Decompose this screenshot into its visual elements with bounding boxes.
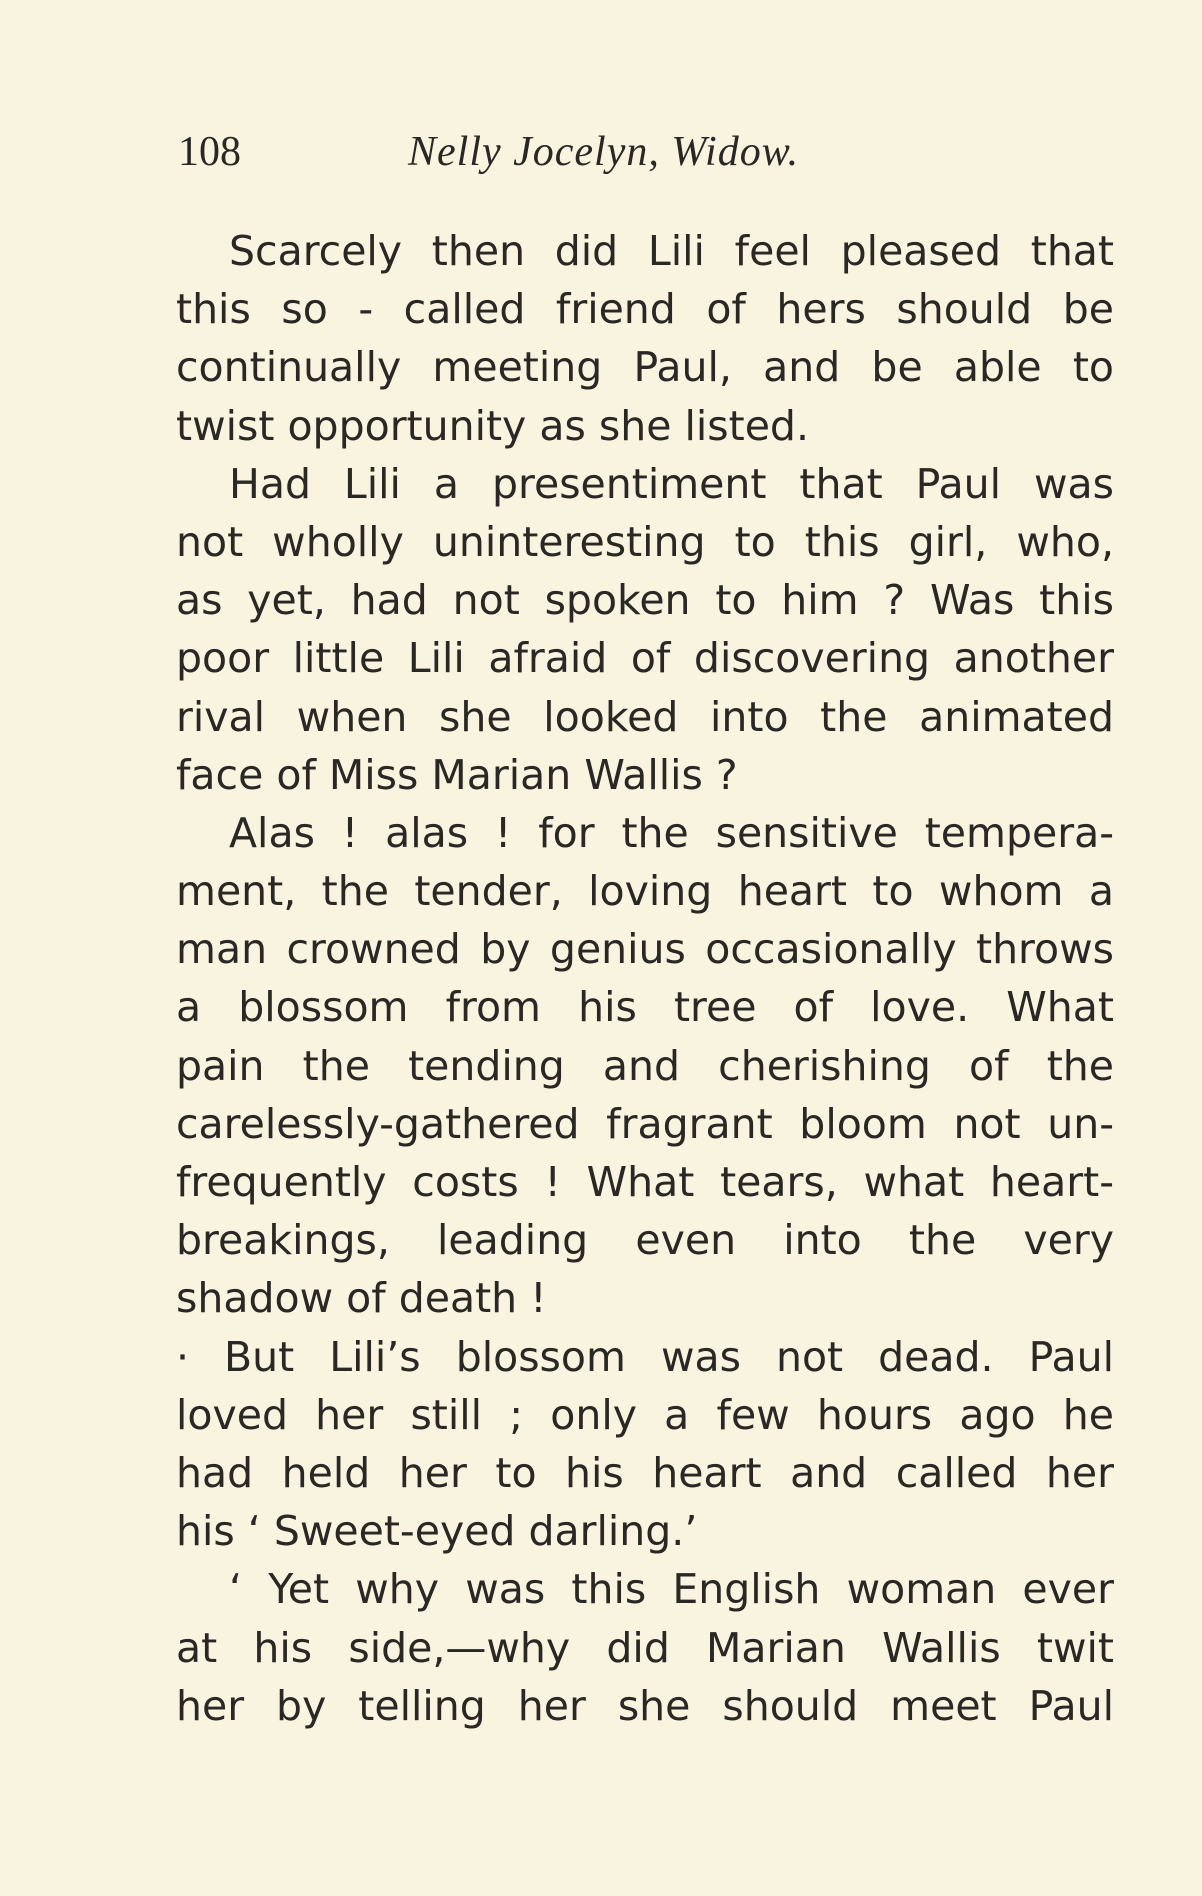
text-line: Scarcely then did Lili feel pleased that bbox=[229, 227, 1114, 275]
text-line: · But Lili’s blossom was not dead. Paul bbox=[176, 1332, 1114, 1381]
body-text bbox=[176, 222, 1114, 1735]
text-line: pain the tending and cherishing of the bbox=[176, 1041, 1114, 1090]
text-line: had held her to his heart and called her bbox=[176, 1448, 1114, 1497]
text-line: poor little Lili afraid of discovering another bbox=[176, 634, 1114, 683]
text-line: not wholly uninteresting to this girl, who, bbox=[176, 517, 1114, 566]
text-line: shadow of death ! bbox=[176, 1274, 547, 1323]
text-line: as yet, had not spoken to him ? Was this bbox=[176, 576, 1114, 625]
page-number: 108 bbox=[178, 129, 241, 175]
text-line: frequently costs ! What tears, what heart- bbox=[176, 1158, 1114, 1206]
text-line: Had Lili a presentiment that Paul was bbox=[229, 459, 1114, 508]
text-line: Alas ! alas ! for the sensitive tempera- bbox=[229, 808, 1114, 857]
text-line: her by telling her she should meet Paul bbox=[176, 1681, 1114, 1730]
text-line: breakings, leading even into the very bbox=[176, 1216, 1114, 1265]
text-line: rival when she looked into the animated bbox=[176, 692, 1114, 741]
text-line: loved her still ; only a few hours ago he bbox=[176, 1390, 1114, 1439]
text-line: this so - called friend of hers should be bbox=[176, 285, 1114, 334]
text-line: face of Miss Marian Wallis ? bbox=[176, 750, 738, 799]
running-head bbox=[178, 122, 918, 182]
text-line: carelessly-gathered fragrant bloom not un- bbox=[176, 1099, 1114, 1148]
text-line: twist opportunity as she listed. bbox=[176, 401, 809, 450]
text-line: man crowned by genius occasionally throws bbox=[176, 925, 1114, 974]
text-line: continually meeting Paul, and be able to bbox=[176, 343, 1114, 392]
text-line: at his side,—why did Marian Wallis twit bbox=[176, 1623, 1114, 1672]
running-title: Nelly Jocelyn, Widow. bbox=[408, 129, 800, 175]
text-line: a blossom from his tree of love. What bbox=[176, 983, 1114, 1032]
text-line: ment, the tender, loving heart to whom a bbox=[176, 867, 1114, 916]
text-line: his ‘ Sweet-eyed darling.’ bbox=[176, 1507, 698, 1556]
text-line: ‘ Yet why was this English woman ever bbox=[229, 1565, 1114, 1614]
